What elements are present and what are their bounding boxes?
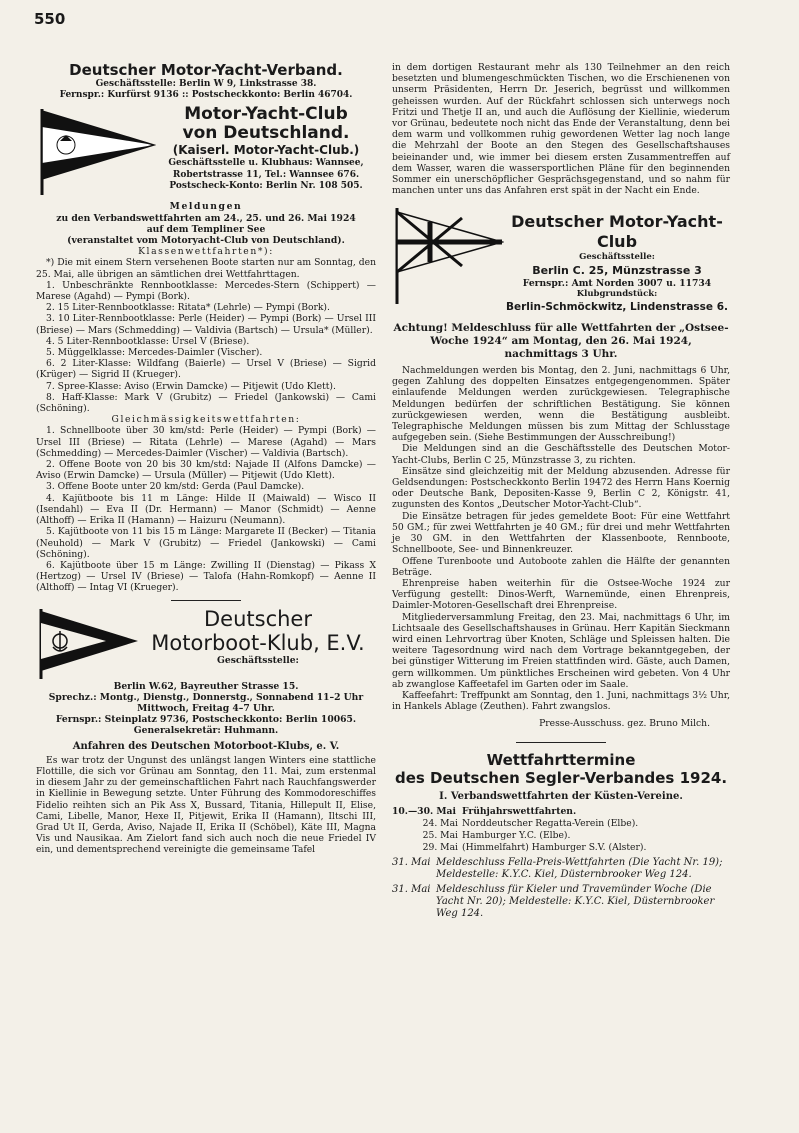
entry-item: 4. Kajütboote bis 11 m Länge: Hilde II (Maiwald) — Wisco II (Isendahl) — Eva II (Dr. Hermann) — Manor (Schmidt) — Aenne (Althoff) — Erika II (Hamann) — Haizuru (Neumann). [36, 492, 376, 527]
myc-block [36, 105, 376, 197]
dmk-title: Deutscher [204, 606, 312, 631]
entry-item: *) Die mit einem Stern versehenen Boote starten nur am Sonntag, den 25. Mai, alle übrigen an sämtlichen drei Wettfahrttagen. [36, 257, 376, 280]
entry-item: 3. Offene Boote unter 20 km/std: Gerda (Paul Damcke). [46, 481, 305, 493]
termine-section: I. Verbandswettfahrten der Küsten-Vereine. [439, 790, 683, 802]
myc-subtitle: (Kaiserl. Motor-Yacht-Club.) [172, 143, 360, 158]
dmyc-kg-label: Klubgrundstück: [576, 288, 658, 299]
achtung-heading: Achtung! Meldeschluss für alle Wettfahrten der „Ostsee-Woche 1924“ am Montag, den 26. Mai 1924, nachmittags 3 Uhr. [393, 322, 729, 361]
right-column [392, 62, 730, 921]
continued-text: in dem dortigen Restaurant mehr als 130 Teilnehmer an den reich besetzten und blumengeschmückten Tischen, wo die Erschienenen von unserm Präsidenten, Herrn Dr. Jeserich, begrüsst und willkommen geheissen wurden. Auf der Rückfahrt schlossen sich unterwegs noch Fritzi und Thetje II an, und auch die Auflösung der Kiellinie, wiederum vor Grünau, bedeutete noch nicht das Ende der Veranstaltung, denn bei dem warm und vollkommen ruhig gewordenen Wetter lag noch lange die Mehrzahl der Boote an den Stegen des Gesellschaftshauses beieinander und, wie immer bei diesem ersten Zusammentreffen auf dem Wasser, waren die wassersportlichen Pläne für den beginnenden Sommer ein unerschöpflicher Gesprächsgegenstand, und so nahm für manchen unter uns das Anfahren erst spät in der Nacht ein Ende. [392, 62, 730, 197]
notice-paragraph: Die Einsätze betragen für jedes gemeldete Boot: Für eine Wettfahrt 50 GM.; für zwei Wettfahrten je 40 GM.; für drei und mehr Wettfahrten je 30 GM. in den Wettfahrten der Klassenboote, Rennboote, Schnellboote, See- und Binnenkreuzer. [392, 510, 730, 556]
verband-title: Deutscher Motor-Yacht-Verband. [69, 61, 343, 79]
myc-address-1: Geschäftsstelle u. Klubhaus: Wannsee, [168, 158, 364, 169]
dmk-secretary: Generalsekretär: Huhmann. [133, 725, 279, 737]
verband-address: Geschäftsstelle: Berlin W 9, Linkstrasse 38. [95, 79, 317, 89]
termine-row: 31. Mai Meldeschluss für Kieler und Travemünder Woche (Die Yacht Nr. 20); Meldestelle: K.Y.C. Kiel, Düsternbrooker Weg 124. [392, 883, 715, 919]
dmyc-kg-address: Berlin-Schmöckwitz, Lindenstrasse 6. [505, 301, 728, 314]
meldungen-subheading: zu den Verbandswettfahrten am 24., 25. und 26. Mai 1924 [56, 212, 356, 224]
termine-subtitle: des Deutschen Segler-Verbandes 1924. [394, 768, 728, 787]
dmyc-gs-label: Geschäftsstelle: [579, 252, 655, 263]
left-column [36, 62, 376, 856]
termine-row: 31. Mai Meldeschluss Fella-Preis-Wettfahrten (Die Yacht Nr. 19); Meldestelle: K.Y.C. Kiel, Düsternbrooker Weg 124. [392, 856, 723, 880]
myc-title-2: von Deutschland. [182, 123, 350, 144]
entry-item: 6. Kajütboote über 15 m Länge: Zwilling II (Dienstag) — Pikass X (Hertzog) — Ursel IV (Briese) — Talofa (Hahn-Romkopf) — Aenne II (Althoff) — Intag VI (Krueger). [36, 559, 376, 594]
entry-item: 4. 5 Liter-Rennbootklasse: Ursel V (Briese). [46, 335, 250, 347]
meldungen-heading: Meldungen [169, 201, 243, 213]
entry-item: 8. Haff-Klasse: Mark V (Grubitz) — Friedel (Jankowski) — Cami (Schöning). [36, 391, 376, 415]
page-number: 550 [34, 10, 66, 28]
pennant-flag-icon [36, 105, 156, 197]
dmyc-text [504, 206, 730, 314]
anfahren-text: Es war trotz der Ungunst des unlängst langen Winters eine stattliche Flottille, die sich vor Grünau am Sonntag, den 11. Mai, zum erstenmal in diesem Jahr zu der gemeinschaftlichen Fahrt nach Rauchfangswerder in Kiellinie in Bewegung setzte. Unter Führung des Kommodoreschiffes Fidelio reihten sich an Pik Ass X, Bussard, Titania, Hillepult II, Elise, Cami, Libelle, Manor, Hexe II, Pitjewit, Erika II (Hamann), Iltschi III, Grad Ut II, Gerda, Aviso, Najade II, Erika II (Schöbel), Käte III, Magna Vis und Nausikaa. Am Zielort fand sich auch noch die neue Friedel IV ein, und dementsprechend vereinigte die gemeinsame Tafel [36, 754, 376, 856]
termine-row: 29. Mai (Himmelfahrt) Hamburger S.V. (Alster). [422, 842, 647, 854]
notice-paragraph: Mitgliederversammlung Freitag, den 23. Mai, nachmittags 6 Uhr, im Lichtsaale des Gesellschaftshauses in Grünau. Herr Kapitän Sieckmann wird einen Lehrvortrag über Knoten, Schläge und Spleissen halten. Die weitere Tagesordnung wird nach dem Vortrage bekanntgegeben, der bei günstiger Witterung im Freien stattfinden wird. Gäste, auch Damen, gern willkommen. Um pünktliches Erscheinen wird gebeten. Von 4 Uhr ab zwanglose Kaffeetafel im Garten oder im Saale. [392, 611, 730, 690]
entry-item: 7. Spree-Klasse: Aviso (Erwin Damcke) — Pitjewit (Udo Klett). [46, 380, 336, 392]
dmyc-address: Berlin C. 25, Münzstrasse 3 [532, 263, 702, 277]
notice-paragraph: Offene Turenboote und Autoboote zahlen die Hälfte der genannten Beträge. [392, 555, 730, 578]
klassen-heading: Klassenwettfahrten*): [138, 246, 274, 258]
dmk-block [36, 607, 376, 681]
dmk-title-2: Motorboot-Klub, E.V. [151, 630, 365, 655]
anfahren-title: Anfahren des Deutschen Motorboot-Klubs, e. V. [72, 740, 340, 752]
notice-paragraph: Kaffeefahrt: Treffpunkt am Sonntag, den 1. Juni, nachmittags 3½ Uhr, in Hankels Ablage (Zeuthen). Fahrt zwangslos. [392, 689, 730, 713]
signature: Presse-Ausschuss. gez. Bruno Milch. [539, 718, 710, 730]
notice-paragraph: Einsätze sind gleichzeitig mit der Meldung abzusenden. Adresse für Geldsendungen: Postscheckkonto Berlin 19472 des Herrn Hans Koernig oder Deutsche Bank, Depositen-Kasse 9, Berlin C 2, Königstr. 41, zugunsten des Kontos „Deutscher Motor-Yacht-Club“. [392, 465, 730, 511]
dmk-hours-1: Sprechz.: Montg., Dienstg., Donnerstg., Sonnabend 11–2 Uhr [48, 691, 364, 703]
meldungen-organizer: (veranstaltet vom Motoryacht-Club von Deutschland). [67, 235, 345, 247]
dmyc-phone: Fernspr.: Amt Norden 3007 u. 11734 [522, 277, 712, 289]
dmk-gs-label: Geschäftsstelle: [217, 654, 299, 666]
notice-paragraph: Nachmeldungen werden bis Montag, den 2. Juni, nachmittags 6 Uhr, gegen Zahlung des doppelten Einsatzes entgegengenommen. Später einlaufende Meldungen werden zurückgewiesen. Telegraphische Meldungen bedürfen der schriftlichen Bestätigung. Sie können zurückgewiesen werden, wenn die Bestätigung ausbleibt. Telegraphische Meldungen müssen bis zum Mittag der Schlusstage aufgegeben sein. (Siehe Bestimmungen der Ausschreibung!) [392, 365, 730, 444]
verband-contact: Fernspr.: Kurfürst 9136 :: Postscheckkonto: Berlin 46704. [59, 90, 353, 101]
entry-item: 1. Schnellboote über 30 km/std: Perle (Heider) — Pympi (Bork) — Ursel III (Briese) — Ritata (Lehrle) — Marese (Agahd) — Mars (Schmedding) — Mercedes-Daimler (Vischer) — Valdivia (Bartsch). [36, 425, 376, 459]
union-flag-pennant-icon [392, 206, 504, 306]
dmk-hours-2: Mittwoch, Freitag 4–7 Uhr. [137, 702, 275, 714]
dmk-text [140, 607, 376, 666]
dmk-phone: Fernspr.: Steinplatz 9736, Postscheckkonto: Berlin 10065. [55, 714, 357, 726]
termine-list [392, 806, 730, 920]
divider [516, 742, 606, 743]
entry-list [36, 257, 376, 593]
myc-address-2: Robertstrasse 11, Tel.: Wannsee 676. [172, 169, 360, 180]
myc-title: Motor-Yacht-Club [184, 104, 348, 125]
entry-item: 3. 10 Liter-Rennbootklasse: Perle (Heider) — Pympi (Bork) — Ursel III (Briese) — Mars (Schmedding) — Valdivia (Bartsch) — Ursula* (Müller). [36, 313, 376, 336]
entry-item: 5. Müggelklasse: Mercedes-Daimler (Vischer). [46, 347, 263, 359]
entry-item: 2. Offene Boote von 20 bis 30 km/std: Najade II (Alfons Damcke) — Aviso (Erwin Damcke) — Ursula (Müller) — Pitjewit (Udo Klett). [36, 459, 376, 482]
divider [171, 600, 241, 601]
dmyc-block [392, 206, 730, 314]
myc-postscheck: Postscheck-Konto: Berlin Nr. 108 505. [169, 180, 363, 191]
entry-item: 6. 2 Liter-Klasse: Wildfang (Baierle) — Ursel V (Briese) — Sigrid (Krüger) — Sigrid II (Krueger). [36, 358, 376, 381]
termine-row: 24. Mai Norddeutscher Regatta-Verein (Elbe). [422, 817, 639, 829]
notice-paragraph: Ehrenpreise haben weiterhin für die Ostsee-Woche 1924 zur Verfügung gestellt: Dinos-Werft, Warnemünde, einen Ehrenpreis, Daimler-Motoren-Gesellschaft drei Ehrenpreise. [392, 577, 730, 612]
termine-title: Wettfahrttermine [486, 750, 636, 769]
notice-paragraph: Die Meldungen sind an die Geschäftsstelle des Deutschen Motor-Yacht-Clubs, Berlin C 25, Münzstrasse 3, zu richten. [392, 443, 730, 466]
dmk-address: Berlin W.62, Bayreuther Strasse 15. [113, 680, 299, 692]
entry-item: 5. Kajütboote von 11 bis 15 m Länge: Margarete II (Becker) — Titania (Neuhold) — Mark V (Grubitz) — Friedel (Jankowski) — Cami (Schöning). [36, 526, 376, 560]
dmyc-title: Deutscher Motor-Yacht-Club [511, 212, 723, 252]
myc-text [156, 105, 376, 192]
termine-row: 10.—30. Mai Frühjahrswettfahrten. [392, 805, 577, 817]
termine-row: 25. Mai Hamburger Y.C. (Elbe). [422, 830, 571, 842]
anchor-pennant-icon [36, 607, 140, 681]
meldungen-location: auf dem Templiner See [146, 223, 266, 235]
entry-item: 2. 15 Liter-Rennbootklasse: Ritata* (Lehrle) — Pympi (Bork). [46, 302, 330, 314]
entry-item: 1. Unbeschränkte Rennbootklasse: Mercedes-Stern (Schippert) — Marese (Agahd) — Pympi (Bork). [36, 279, 376, 303]
notice-paragraphs [392, 365, 730, 712]
gleich-heading: Gleichmässigkeitswettfahrten: [111, 414, 301, 426]
